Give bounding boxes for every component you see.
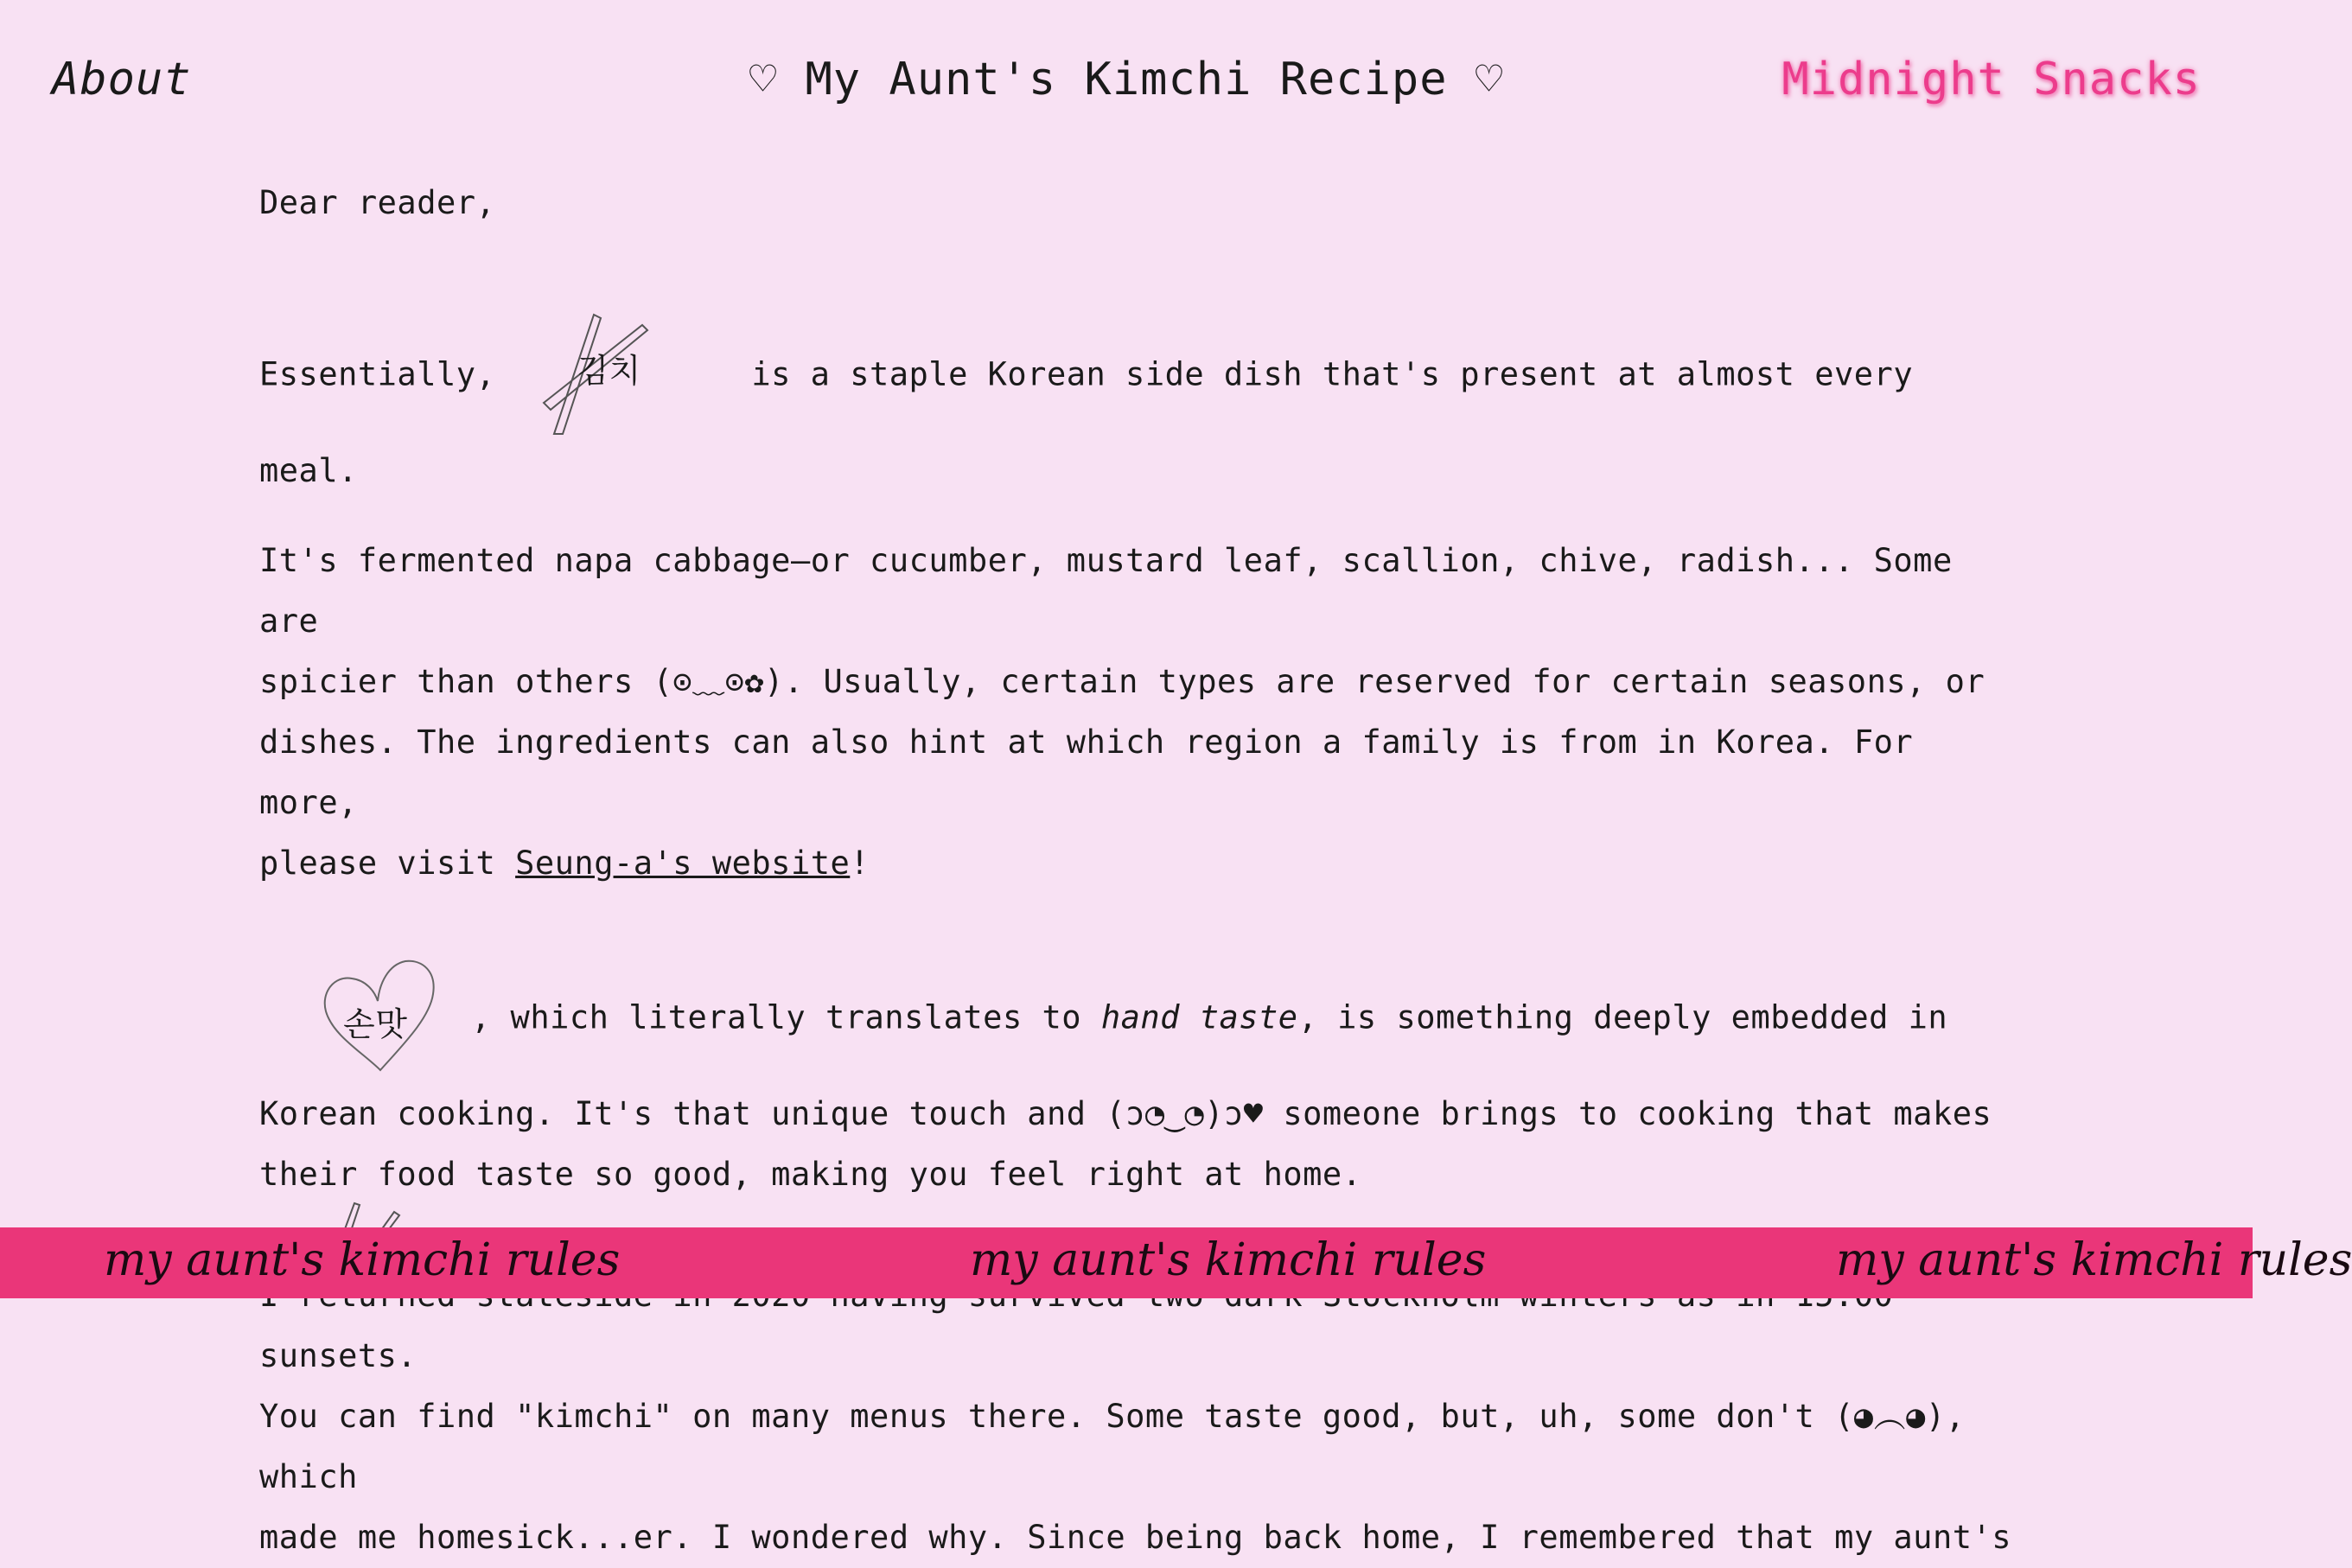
banner-text: my aunt's kimchi rules — [1836, 1234, 2352, 1286]
text-line: ! — [850, 845, 870, 882]
text-line: please visit — [259, 845, 516, 882]
heart-doodle — [316, 949, 445, 1079]
hand-lead: , which literally translates to — [471, 998, 1101, 1036]
article-body — [259, 173, 2023, 1568]
about-link[interactable]: About — [52, 54, 192, 105]
kimchi-word: 김치 — [577, 352, 641, 390]
paragraph-fermented — [259, 531, 2023, 894]
intro-tail: is a staple Korean side dish that's present at almost every meal. — [259, 355, 1914, 489]
intro-lead: Essentially, — [259, 355, 496, 393]
site-header — [0, 0, 2253, 164]
text-line: It's fermented napa cabbage—or cucumber, mustard leaf, scallion, chive, radish... Some are — [259, 542, 1953, 640]
hand-taste-italic: hand taste — [1100, 998, 1298, 1036]
paragraph-hand-taste — [259, 954, 2023, 1205]
seung-a-website-link[interactable]: Seung-a's website — [515, 845, 851, 882]
text-line: their food taste so good, making you feel right at home. — [259, 1156, 1362, 1193]
paragraph-stockholm — [259, 1265, 2023, 1568]
banner-text: my aunt's kimchi rules — [104, 1234, 621, 1286]
text-line: sunsets. — [259, 1337, 417, 1374]
text-line: made me homesick...er. I wondered why. Since being back home, I remembered that my aunt's — [259, 1519, 2012, 1556]
paragraph-kimchi-intro — [259, 311, 2023, 501]
banner-text: my aunt's kimchi rules — [970, 1234, 1487, 1286]
hand-tail: , is something deeply embedded in — [1297, 998, 1948, 1036]
son-mat-word: 손맛 — [343, 1005, 408, 1043]
text-line: spicier than others (⊙﹏⊙✿). Usually, certain types are reserved for certain seasons, or — [259, 663, 1985, 700]
footer-banner — [0, 1227, 2352, 1298]
text-line: Korean cooking. It's that unique touch and (ɔ◔‿◔)ɔ♥ someone brings to cooking that makes — [259, 1095, 1992, 1132]
text-line: You can find "kimchi" on many menus there. Some taste good, but, uh, some don't (◕︵◕), which — [259, 1398, 1966, 1495]
kimchi-doodle — [539, 306, 703, 436]
greeting: Dear reader, — [259, 184, 496, 221]
text-line: dishes. The ingredients can also hint at which region a family is from in Korea. For more, — [259, 723, 1914, 821]
page-title: ♡ My Aunt's Kimchi Recipe ♡ — [749, 54, 1504, 105]
midnight-snacks-link[interactable]: Midnight Snacks — [1782, 54, 2201, 105]
